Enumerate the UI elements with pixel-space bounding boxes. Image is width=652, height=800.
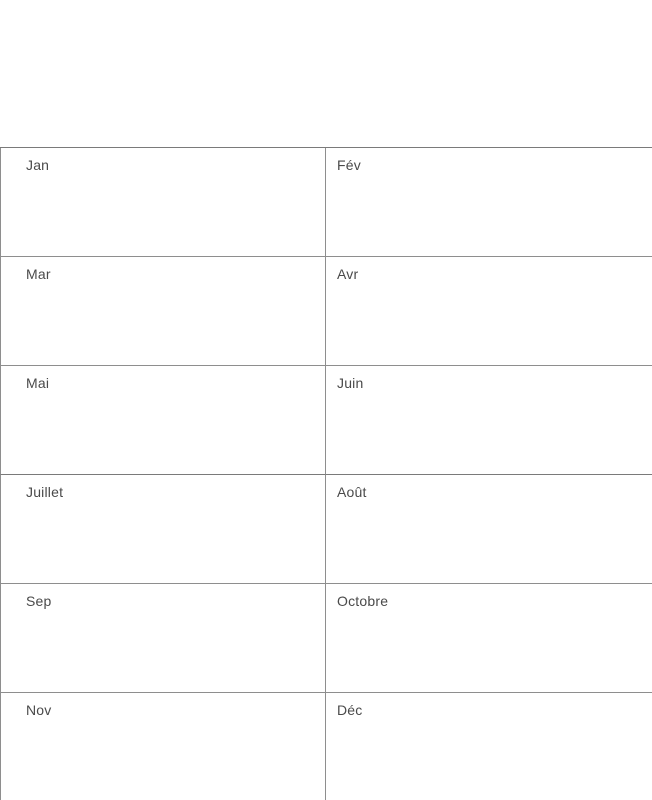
month-cell-apr[interactable] xyxy=(326,257,652,366)
month-label: Mai xyxy=(26,375,50,391)
month-cell-sep[interactable] xyxy=(0,584,326,693)
month-cell-jul[interactable] xyxy=(0,475,326,584)
month-cell-nov[interactable] xyxy=(0,693,326,800)
month-cell-aug[interactable] xyxy=(326,475,652,584)
month-cell-mar[interactable] xyxy=(0,257,326,366)
month-cell-oct[interactable] xyxy=(326,584,652,693)
month-label: Sep xyxy=(26,593,52,609)
month-label: Nov xyxy=(26,702,52,718)
month-cell-dec[interactable] xyxy=(326,693,652,800)
month-grid xyxy=(0,147,652,800)
month-label: Fév xyxy=(337,157,361,173)
month-cell-feb[interactable] xyxy=(326,148,652,257)
month-label: Jan xyxy=(26,157,50,173)
month-label: Juillet xyxy=(26,484,64,500)
monthly-planner xyxy=(0,147,652,800)
month-label: Juin xyxy=(337,375,364,391)
month-cell-jan[interactable] xyxy=(0,148,326,257)
month-label: Août xyxy=(337,484,367,500)
month-label: Octobre xyxy=(337,593,389,609)
month-label: Avr xyxy=(337,266,359,282)
month-label: Mar xyxy=(26,266,51,282)
month-cell-jun[interactable] xyxy=(326,366,652,475)
month-cell-may[interactable] xyxy=(0,366,326,475)
month-label: Déc xyxy=(337,702,363,718)
